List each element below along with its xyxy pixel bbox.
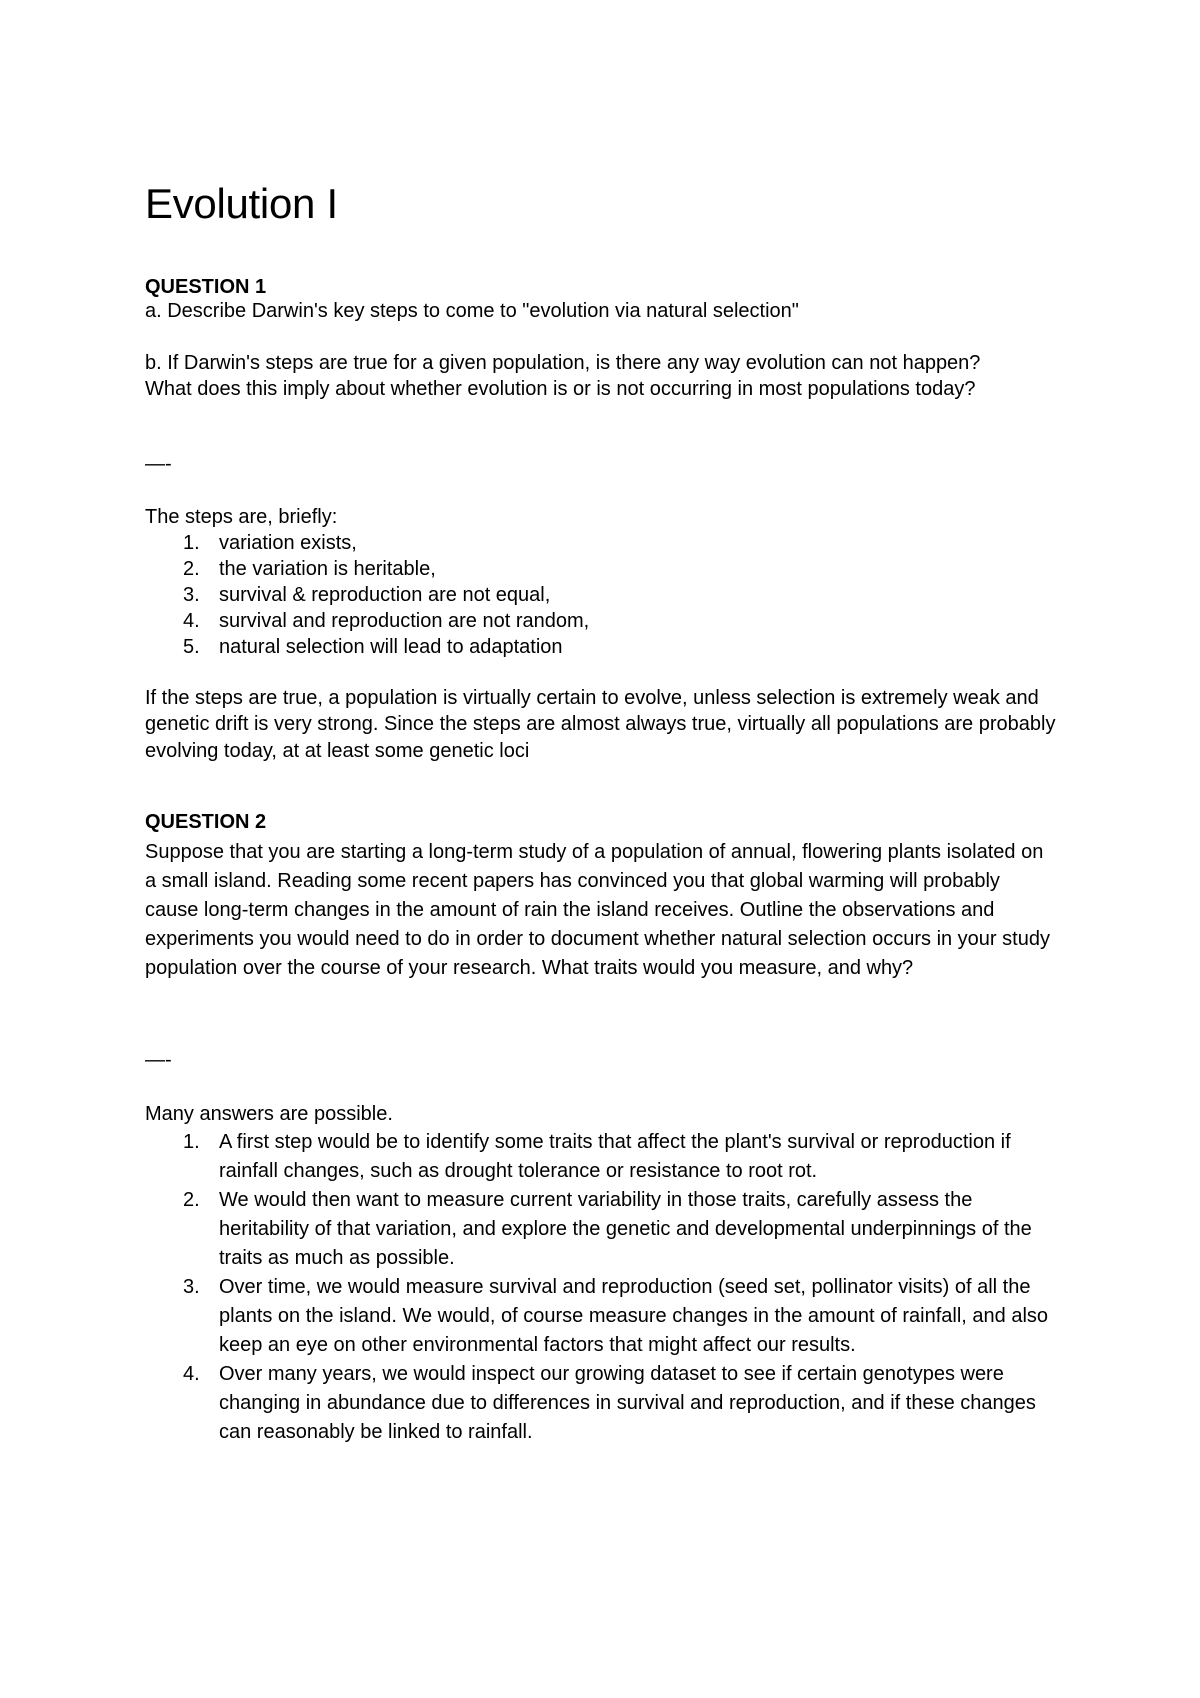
list-item (145, 582, 1065, 608)
list-number: 1. (183, 532, 200, 554)
list-item (145, 1128, 1065, 1186)
list-item-text: survival & reproduction are not equal, (219, 584, 551, 606)
answer-separator: —- (145, 453, 172, 475)
list-item-text: the variation is heritable, (219, 558, 436, 580)
list-item (145, 1273, 1065, 1360)
list-item-text: Over time, we would measure survival and reproduction (seed set, pollinator visits) of all the plants on the island. We would, of course measure changes in the amount of rainfall, and also keep an eye on other environmental factors that might affect our results. (219, 1276, 1049, 1356)
list-item-text: natural selection will lead to adaptation (219, 636, 563, 658)
list-item (145, 556, 1065, 582)
list-number: 3. (183, 1276, 200, 1298)
list-item-text: A first step would be to identify some traits that affect the plant's survival or reproduction if rainfall changes, such as drought tolerance or resistance to root rot. (219, 1131, 1011, 1182)
question-2-prompt: Suppose that you are starting a long-term study of a population of annual, flowering plants isolated on a small island. Reading some recent papers has convinced you that global warming will probably cause long-term changes in the amount of rain the island receives. Outline the observations and experiments you would need to do in order to document whether natural selection occurs in your study population over the course of your research. What traits would you measure, and why? (145, 841, 1050, 979)
question-1-answer-intro: The steps are, briefly: (145, 506, 338, 528)
list-number: 4. (183, 1363, 200, 1385)
question-1-part-b: b. If Darwin's steps are true for a given population, is there any way evolution can not happen? What does this imply about whether evolution is or is not occurring in most populations today? (145, 352, 981, 401)
list-item (145, 608, 1065, 634)
list-number: 2. (183, 558, 200, 580)
list-number: 5. (183, 636, 200, 658)
darwin-steps-list (145, 530, 1065, 660)
list-item (145, 530, 1065, 556)
list-number: 3. (183, 584, 200, 606)
list-item-text: Over many years, we would inspect our growing dataset to see if certain genotypes were changing in abundance due to differences in survival and reproduction, and if these changes can reasonably be linked to rainfall. (219, 1363, 1036, 1443)
list-item-text: survival and reproduction are not random, (219, 610, 590, 632)
list-number: 1. (183, 1131, 200, 1153)
answer-separator: —- (145, 1049, 172, 1071)
list-item-text: We would then want to measure current variability in those traits, carefully assess the heritability of that variation, and explore the genetic and developmental underpinnings of the traits as much as possible. (219, 1189, 1032, 1269)
question-1-part-a: a. Describe Darwin's key steps to come to "evolution via natural selection" (145, 300, 799, 322)
question-2-answer-intro: Many answers are possible. (145, 1103, 393, 1125)
document-title: Evolution I (145, 180, 338, 227)
list-number: 4. (183, 610, 200, 632)
question-1-answer: If the steps are true, a population is virtually certain to evolve, unless selection is extremely weak and genetic drift is very strong. Since the steps are almost always true, virtually all populations are probably evolving today, at at least some genetic loci (145, 687, 1056, 762)
list-item (145, 634, 1065, 660)
list-item-text: variation exists, (219, 532, 357, 554)
study-steps-list (145, 1128, 1065, 1447)
list-item (145, 1186, 1065, 1273)
list-item (145, 1360, 1065, 1447)
question-1-heading: QUESTION 1 (145, 276, 267, 298)
list-number: 2. (183, 1189, 200, 1211)
question-2-heading: QUESTION 2 (145, 811, 267, 833)
